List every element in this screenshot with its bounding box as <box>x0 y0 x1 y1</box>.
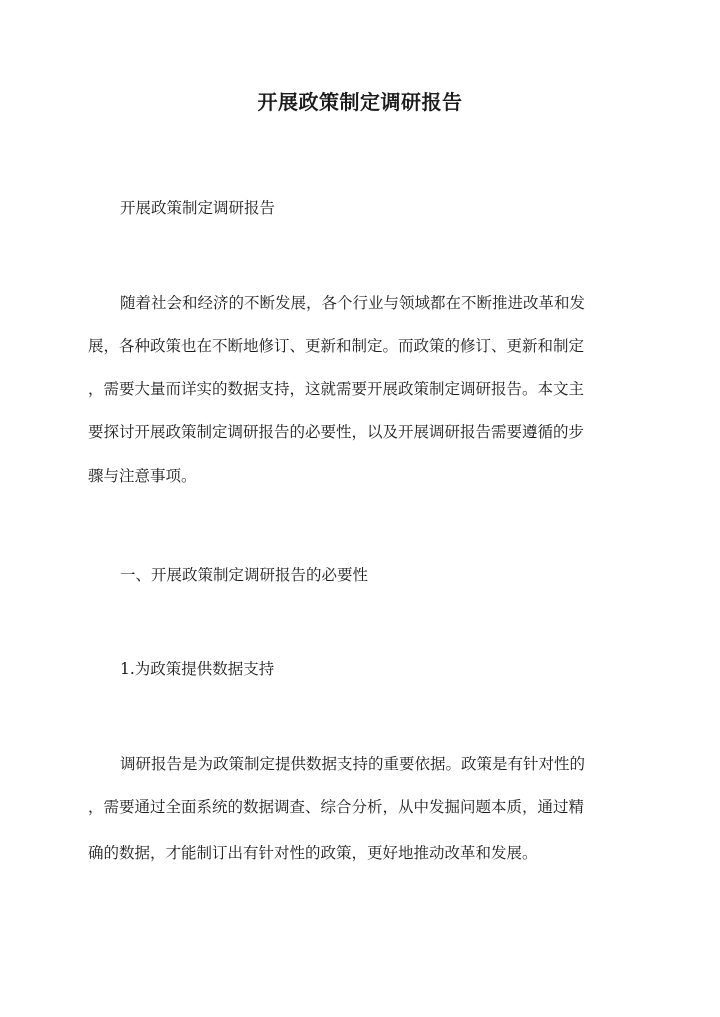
document-title: 开展政策制定调研报告 <box>257 90 463 114</box>
paragraph-line: 骤与注意事项。 <box>88 467 197 485</box>
paragraph-line: 要探讨开展政策制定调研报告的必要性，以及开展调研报告需要遵循的步 <box>88 423 585 441</box>
paragraph-line: 随着社会和经济的不断发展，各个行业与领域都在不断推进改革和发 <box>120 294 586 312</box>
paragraph-line: 展，各种政策也在不断地修订、更新和制定。而政策的修订、更新和制定 <box>88 337 585 355</box>
subsection-heading: 1.为政策提供数据支持 <box>120 660 275 678</box>
document-subtitle: 开展政策制定调研报告 <box>120 199 276 217</box>
section-heading: 一、开展政策制定调研报告的必要性 <box>120 566 369 584</box>
paragraph-line: 确的数据，才能制订出有针对性的政策，更好地推动改革和发展。 <box>88 844 538 862</box>
paragraph-line: ，需要大量而详实的数据支持，这就需要开展政策制定调研报告。本文主 <box>88 380 585 398</box>
paragraph-line: 调研报告是为政策制定提供数据支持的重要依据。政策是有针对性的 <box>120 755 586 773</box>
paragraph-line: ，需要通过全面系统的数据调查、综合分析，从中发掘问题本质，通过精 <box>88 798 585 816</box>
